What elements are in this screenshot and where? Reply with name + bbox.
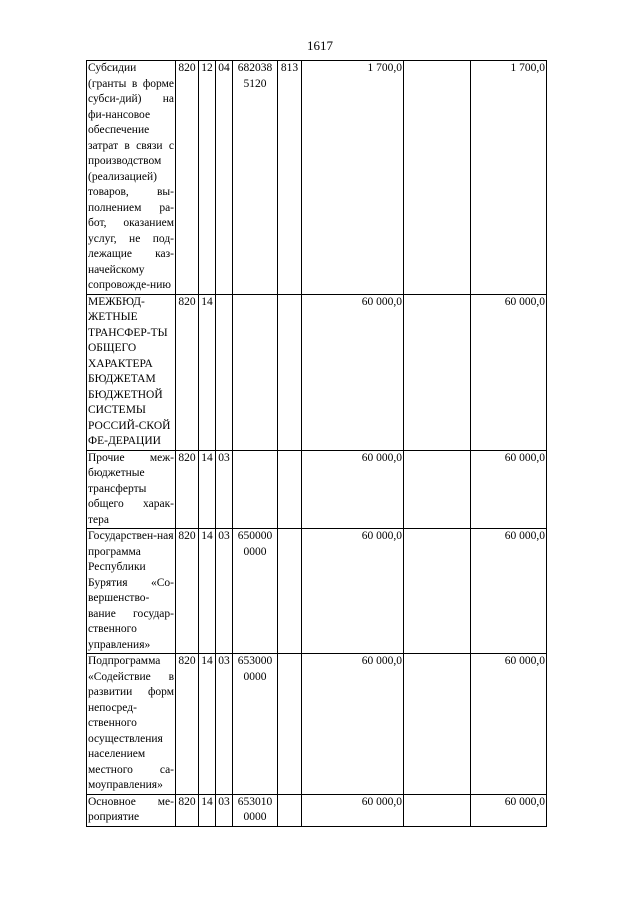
expense-kind-code [278, 654, 302, 795]
section-code: 14 [199, 294, 216, 450]
amount-2 [404, 61, 471, 295]
amount-2 [404, 794, 471, 826]
amount-1: 60 000,0 [302, 794, 404, 826]
expense-kind-code [278, 794, 302, 826]
ministry-code: 820 [176, 61, 199, 295]
subsection-code: 03 [216, 529, 233, 654]
amount-2 [404, 450, 471, 529]
table-row [87, 654, 547, 795]
section-code: 14 [199, 654, 216, 795]
amount-3: 60 000,0 [471, 450, 547, 529]
amount-3: 60 000,0 [471, 794, 547, 826]
amount-1: 60 000,0 [302, 450, 404, 529]
subsection-code: 03 [216, 450, 233, 529]
expense-kind-code [278, 529, 302, 654]
ministry-code: 820 [176, 450, 199, 529]
expense-kind-code: 813 [278, 61, 302, 295]
expense-kind-code [278, 450, 302, 529]
target-article-code: 650000 0000 [233, 529, 278, 654]
table-row [87, 794, 547, 826]
amount-3: 60 000,0 [471, 654, 547, 795]
table-row [87, 61, 547, 295]
target-article-code: 653010 0000 [233, 794, 278, 826]
row-name: Прочие меж-бюджетные трансферты общего харак-тера [87, 450, 176, 529]
row-name: Основное ме-роприятие [87, 794, 176, 826]
section-code: 14 [199, 450, 216, 529]
ministry-code: 820 [176, 294, 199, 450]
amount-1: 60 000,0 [302, 529, 404, 654]
ministry-code: 820 [176, 654, 199, 795]
amount-3: 60 000,0 [471, 529, 547, 654]
section-code: 12 [199, 61, 216, 295]
subsection-code: 03 [216, 654, 233, 795]
amount-3: 1 700,0 [471, 61, 547, 295]
section-code: 14 [199, 794, 216, 826]
amount-1: 60 000,0 [302, 654, 404, 795]
table-row [87, 450, 547, 529]
table-row [87, 529, 547, 654]
amount-1: 1 700,0 [302, 61, 404, 295]
target-article-code: 653000 0000 [233, 654, 278, 795]
expense-kind-code [278, 294, 302, 450]
target-article-code: 682038 5120 [233, 61, 278, 295]
amount-2 [404, 529, 471, 654]
subsection-code [216, 294, 233, 450]
amount-2 [404, 294, 471, 450]
row-name: МЕЖБЮД-ЖЕТНЫЕ ТРАНСФЕР-ТЫ ОБЩЕГО ХАРАКТЕРА БЮДЖЕТАМ БЮДЖЕТНОЙ СИСТЕМЫ РОССИЙ-СКОЙ ФЕ-ДЕРАЦИИ [87, 294, 176, 450]
amount-1: 60 000,0 [302, 294, 404, 450]
amount-3: 60 000,0 [471, 294, 547, 450]
table-row [87, 294, 547, 450]
target-article-code [233, 450, 278, 529]
section-code: 14 [199, 529, 216, 654]
row-name: Субсидии (гранты в форме субси-дий) на фи-нансовое обеспечение затрат в связи с производством (реализацией) товаров, вы-полнением ра-бот, оказанием услуг, не под-лежащие каз-начейскому сопровожде-нию [87, 61, 176, 295]
row-name: Государствен-ная программа Республики Бурятия «Со-вершенство-вание государ-ственного управления» [87, 529, 176, 654]
row-name: Подпрограмма «Содействие в развитии форм непосред-ственного осуществления населением местного са-моуправления» [87, 654, 176, 795]
subsection-code: 03 [216, 794, 233, 826]
page-number: 1617 [307, 38, 333, 53]
target-article-code [233, 294, 278, 450]
amount-2 [404, 654, 471, 795]
ministry-code: 820 [176, 529, 199, 654]
subsection-code: 04 [216, 61, 233, 295]
budget-table [86, 60, 547, 827]
ministry-code: 820 [176, 794, 199, 826]
